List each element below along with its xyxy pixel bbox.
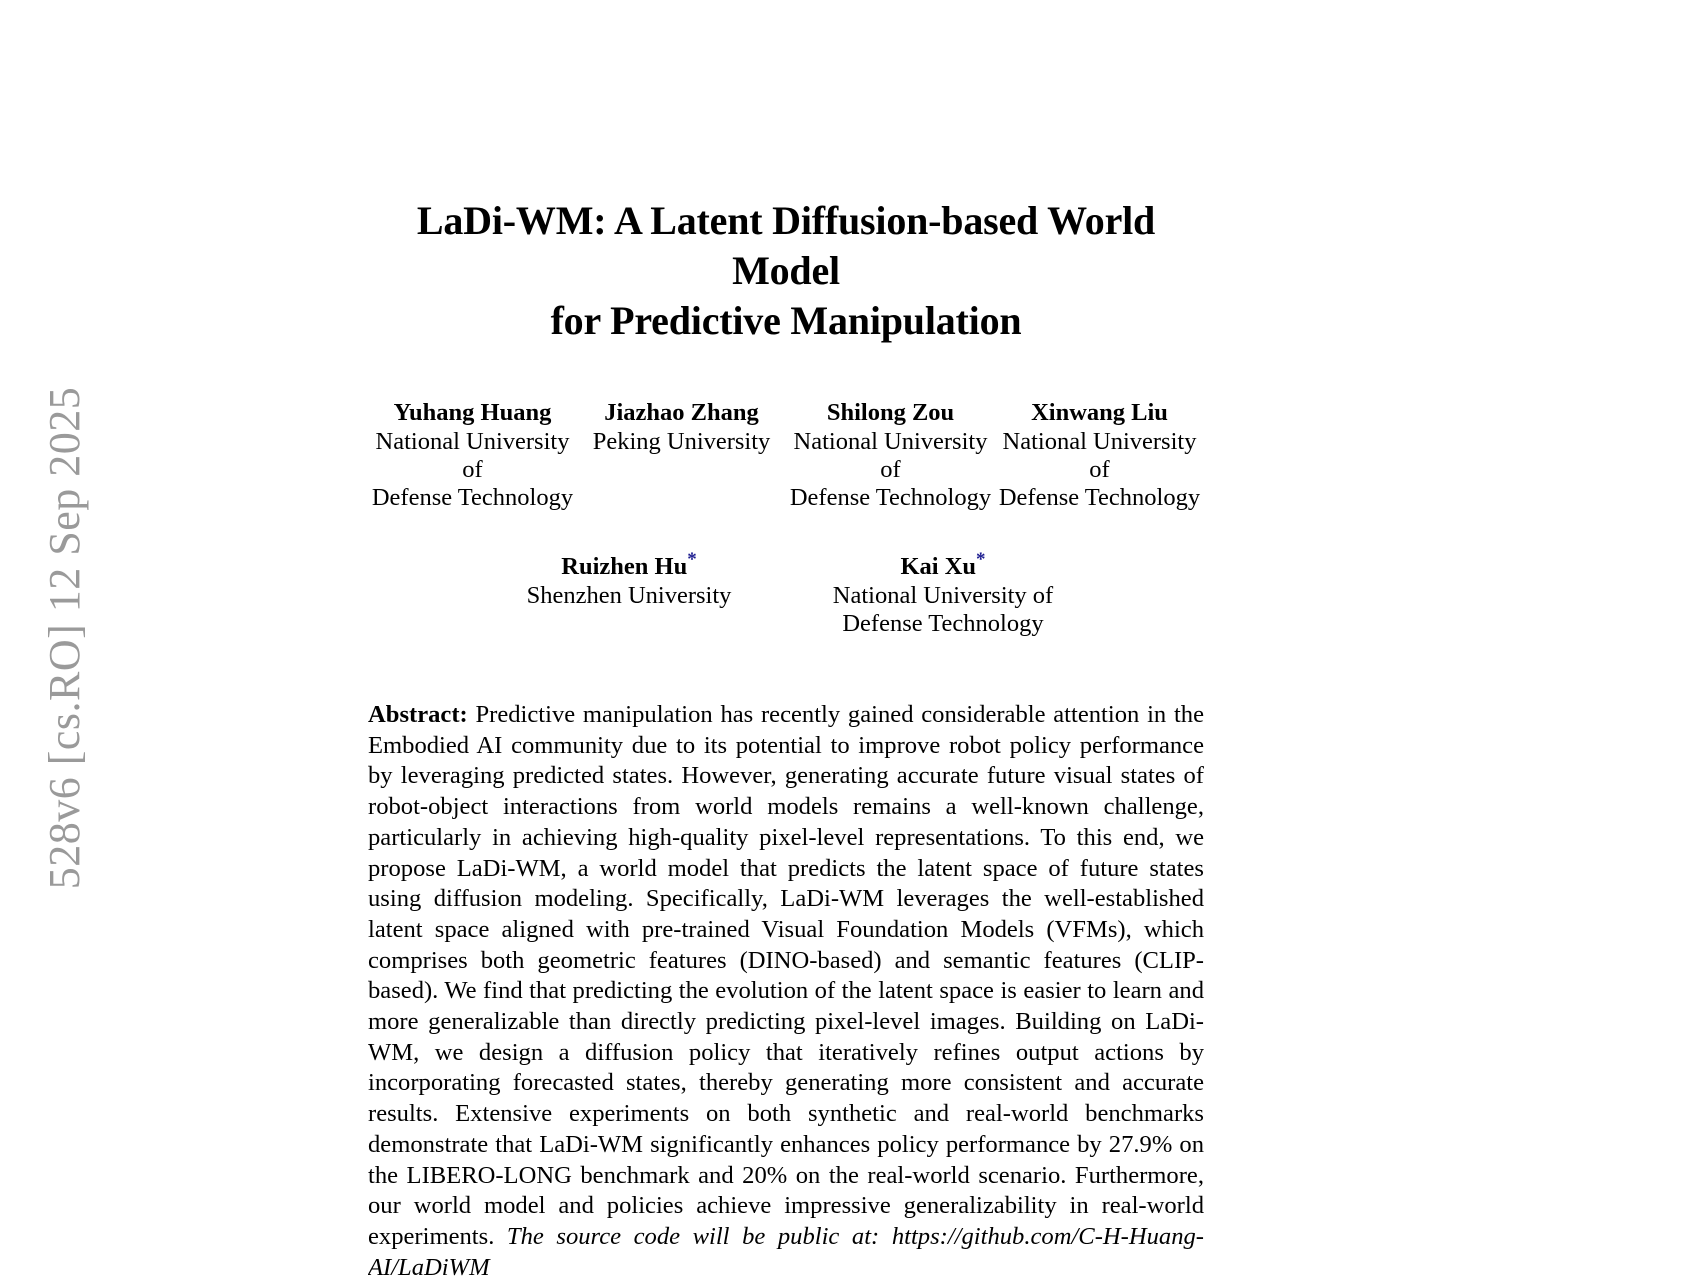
abstract-source-code-url[interactable]: https://github.com/C-H-Huang-AI/LaDiWM: [368, 1222, 1204, 1280]
author-name: [786, 398, 995, 428]
author-row-secondary: [368, 548, 1204, 638]
affiliation-line-2: Defense Technology: [998, 484, 1201, 511]
author-cell-jiazhao-zhang: [577, 398, 786, 456]
author-affiliation: [368, 428, 577, 512]
affiliation-line-1: Shenzhen University: [526, 582, 732, 609]
author-cell-ruizhen-hu: [472, 548, 786, 610]
author-footnote-marker[interactable]: *: [976, 548, 986, 570]
author-footnote-marker[interactable]: *: [687, 548, 697, 570]
author-name-text: Xinwang Liu: [1031, 399, 1168, 426]
author-cell-yuhang-huang: [368, 398, 577, 512]
author-name: [577, 398, 786, 428]
title-line-1: LaDi-WM: A Latent Diffusion-based World Model: [416, 198, 1156, 293]
author-name: [786, 548, 1100, 582]
abstract-paragraph: [368, 700, 1204, 1280]
author-affiliation: [995, 428, 1204, 512]
abstract-source-code-note: The source code will be public at:: [506, 1222, 880, 1250]
affiliation-line-2: Defense Technology: [842, 610, 1044, 637]
author-name: [368, 398, 577, 428]
abstract-clip-region: [368, 700, 1204, 1280]
author-name-text: Kai Xu: [900, 553, 977, 580]
affiliation-line-2: Defense Technology: [371, 484, 574, 511]
author-affiliation: [786, 428, 995, 512]
affiliation-line-1: National University of: [375, 428, 570, 483]
affiliation-line-2: Defense Technology: [789, 484, 992, 511]
author-affiliation: [577, 428, 786, 456]
author-affiliation: [472, 582, 786, 610]
abstract-body: Predictive manipulation has recently gained considerable attention in the Embodied AI community due to its potential to improve robot policy performance by leveraging predicted states. However, generating accurate future visual states of robot-object interactions from world models remains a well-known challenge, particularly in achieving high-quality pixel-level representations. To this end, we propose LaDi-WM, a world model that predicts the latent space of future states using diffusion modeling. Specifically, LaDi-WM leverages the well-established latent space aligned with pre-trained Visual Foundation Models (VFMs), which comprises both geometric features (DINO-based) and semantic features (CLIP-based). We find that predicting the evolution of the latent space is easier to learn and more generalizable than directly predicting pixel-level images. Building on LaDi-WM, we design a diffusion policy that iteratively refines output actions by incorporating forecasted states, thereby generating more consistent and accurate results. Extensive experiments on both synthetic and real-world benchmarks demonstrate that LaDi-WM significantly enhances policy performance by 27.9% on the LIBERO-LONG benchmark and 20% on the real-world scenario. Furthermore, our world model and policies achieve impressive generalizability in real-world experiments.: [368, 701, 1204, 1250]
author-name-text: Shilong Zou: [826, 399, 955, 426]
page-title: [368, 0, 1204, 346]
author-name-text: Jiazhao Zhang: [604, 399, 759, 426]
authors-block: [368, 398, 1204, 638]
affiliation-line-1: National University of: [1002, 428, 1197, 483]
paper-content-column: [368, 0, 1204, 1280]
author-affiliation: [786, 582, 1100, 638]
author-row-primary: [368, 398, 1204, 512]
arxiv-identifier-stamp: [0, 0, 130, 1275]
abstract-block: [368, 700, 1204, 1280]
author-name-text: Ruizhen Hu: [561, 553, 688, 580]
author-cell-kai-xu: [786, 548, 1100, 638]
author-cell-shilong-zou: [786, 398, 995, 512]
author-name: [472, 548, 786, 582]
arxiv-identifier-text: 528v6 [cs.RO] 12 Sep 2025: [40, 386, 89, 889]
title-line-2: for Predictive Manipulation: [550, 298, 1022, 343]
abstract-label: Abstract:: [368, 701, 468, 728]
author-cell-xinwang-liu: [995, 398, 1204, 512]
affiliation-line-1: Peking University: [592, 428, 771, 455]
author-name: [995, 398, 1204, 428]
affiliation-line-1: National University of: [793, 428, 988, 483]
affiliation-line-1: National University of: [832, 582, 1054, 609]
author-name-text: Yuhang Huang: [393, 399, 552, 426]
